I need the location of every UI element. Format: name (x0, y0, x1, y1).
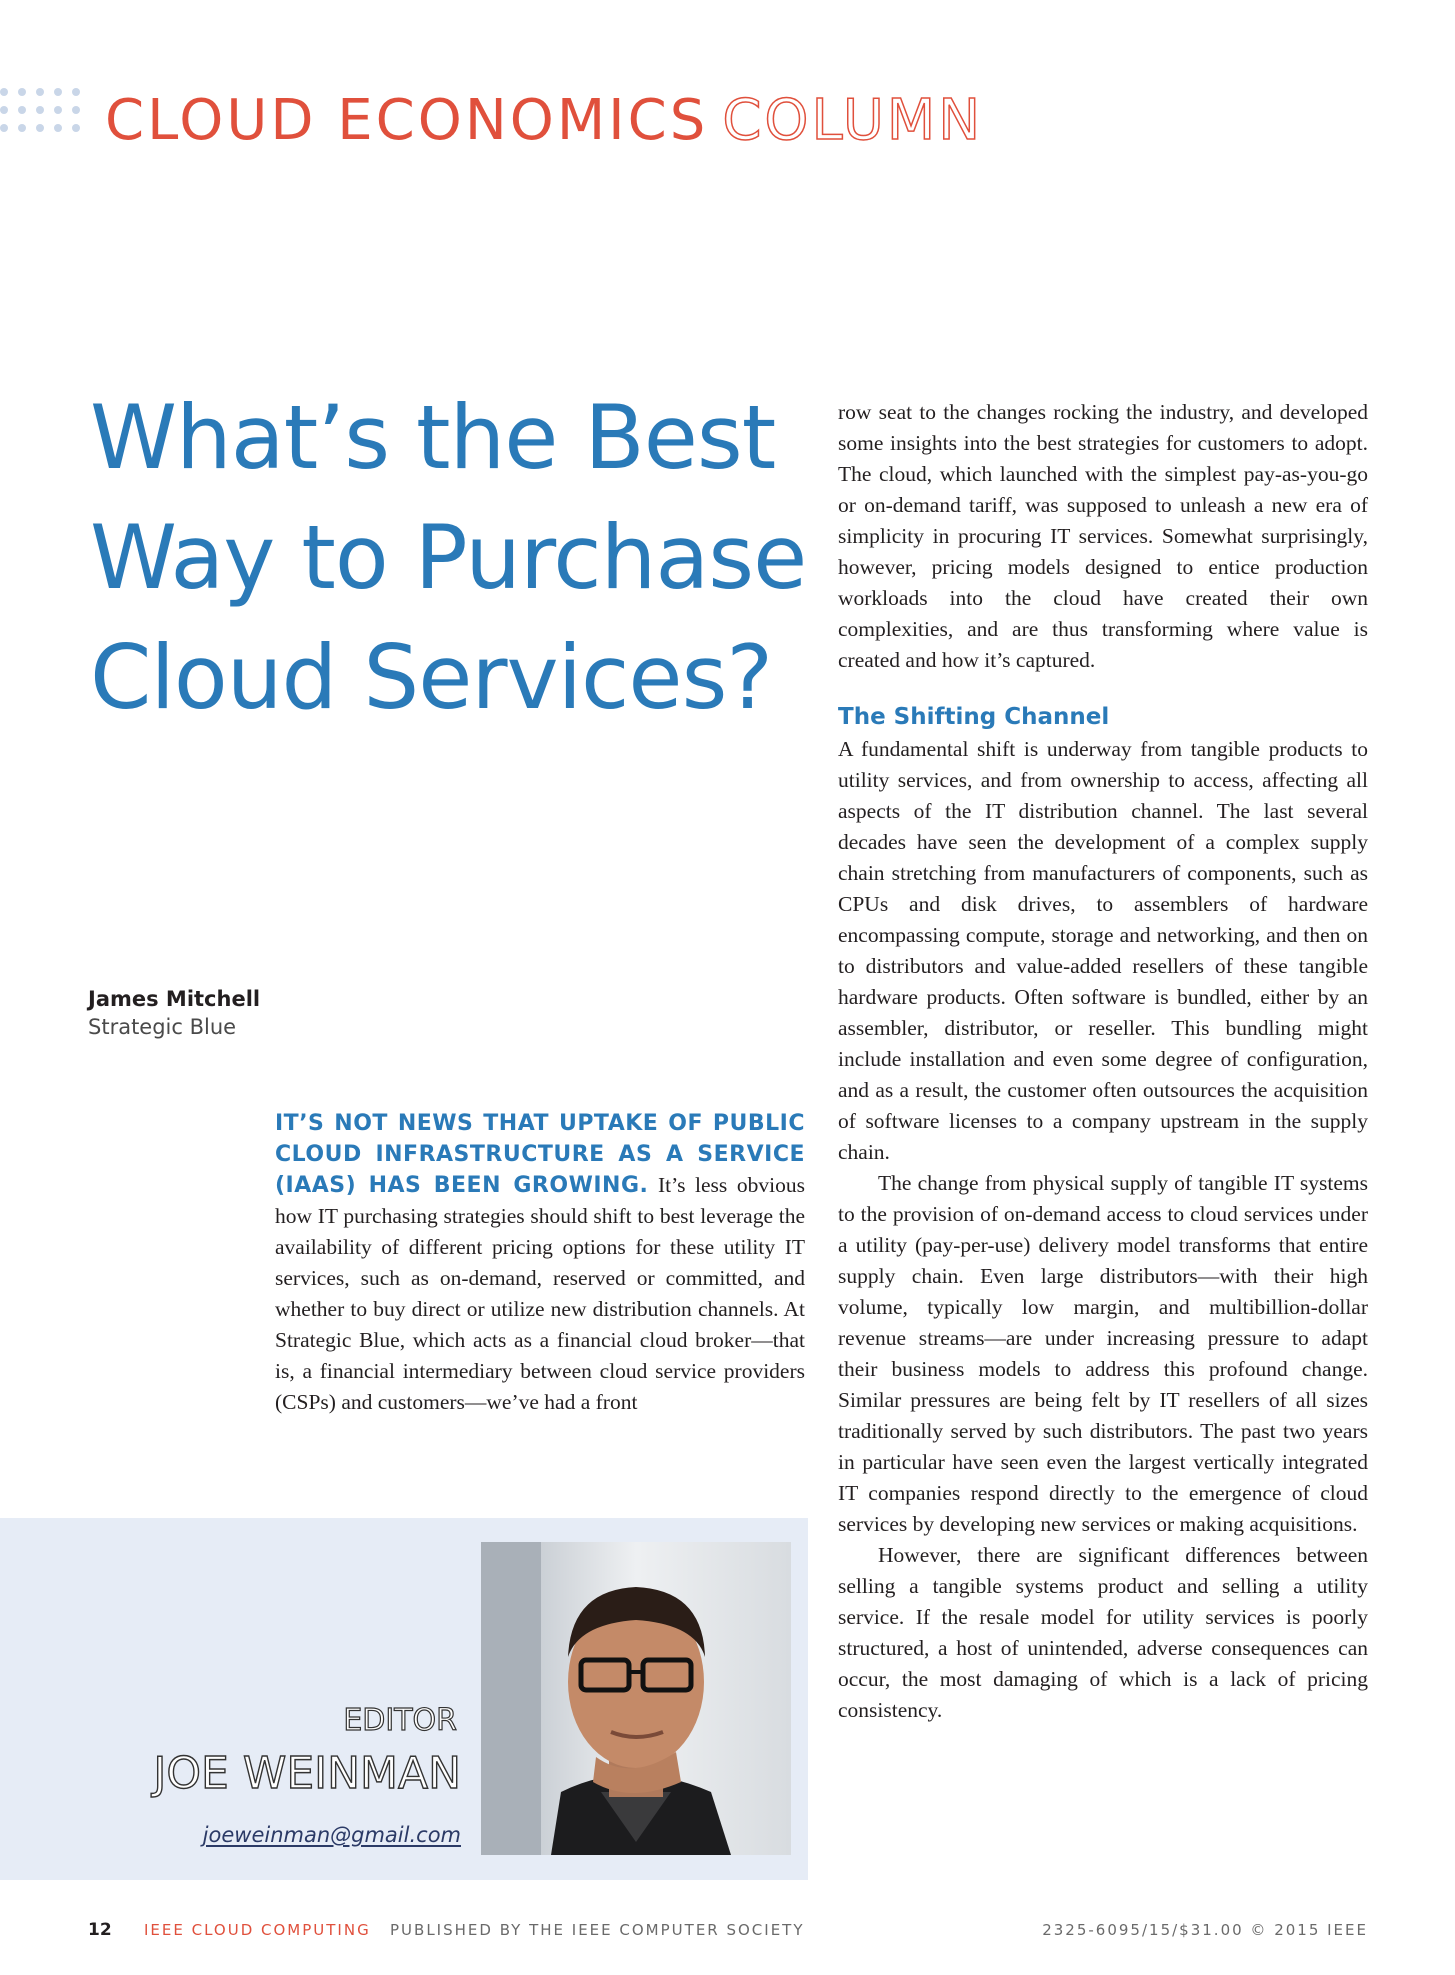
body-paragraph-4: However, there are significant differences between selling a tangible systems product and selling a utility service. If the resale model for utility services is poorly structured, a host of unintended, adverse consequences can occur, the most damaging of which is a lack of pricing consistency. (838, 1543, 1368, 1722)
panel-notch-shape (0, 1505, 808, 1545)
intro-lead: IT’S NOT NEWS THAT UPTAKE OF PUBLIC CLOUD INFRASTRUCTURE AS A SERVICE (IAAS) HAS BEEN GROWING. (275, 1111, 805, 1198)
journal-name: IEEE CLOUD COMPUTING (144, 1921, 371, 1939)
editor-name: JOE WEINMAN (153, 1748, 461, 1799)
decorative-dot-grid (0, 88, 82, 144)
editor-email-link[interactable]: joeweinman@gmail.com (202, 1823, 461, 1847)
author-name: James Mitchell (88, 987, 261, 1011)
intro-paragraph (275, 1108, 805, 1418)
editor-portrait-image (481, 1542, 791, 1855)
section-heading: The Shifting Channel (838, 704, 1110, 730)
intro-column (275, 1108, 805, 1418)
publisher-line: PUBLISHED BY THE IEEE COMPUTER SOCIETY (390, 1921, 805, 1939)
author-affiliation: Strategic Blue (88, 1015, 237, 1039)
right-column (838, 397, 1368, 1726)
page-number: 12 (88, 1920, 112, 1940)
column-header-solid: CLOUD ECONOMICS (105, 88, 709, 153)
body-paragraph-3: The change from physical supply of tangible IT systems to the provision of on-demand access to cloud services under a utility (pay-per-use) delivery model transforms that entire supply chain. Even large distributors—with their high volume, typically low margin, and multibillion-dollar revenue streams—are under increasing pressure to adapt their business models to address this profound change. Similar pressures are being felt by IT resellers of all sizes traditionally served by such distributors. The past two years in particular have seen even the largest vertically integrated IT companies respond directly to the emergence of cloud services by developing new services or making acquisitions. (838, 1171, 1368, 1536)
intro-body: It’s less obvious how IT purchasing strategies should shift to best leverage the availability of different pricing options for these utility IT services, such as on-demand, reserved or committed, and whether to buy direct or utilize new distribution channels. At Strategic Blue, which acts as a financial cloud broker—that is, a financial intermediary between cloud service providers (CSPs) and customers—we’ve had a front (275, 1173, 805, 1414)
body-paragraph-1: row seat to the changes rocking the industry, and developed some insights into the best strategies for customers to adopt. The cloud, which launched with the simplest pay-as-you-go or on-demand tariff, was supposed to unleash a new era of simplicity in procuring IT services. Somewhat surprisingly, however, pricing models designed to entice production workloads into the cloud have created their own complexities, and are thus transforming where value is created and how it’s captured. (838, 400, 1368, 672)
column-header-outline: COLUMN (722, 88, 984, 153)
body-paragraph-2: A fundamental shift is underway from tangible products to utility services, and from ownership to access, affecting all aspects of the IT distribution channel. The last several decades have seen the development of a complex supply chain stretching from manufacturers of components, such as CPUs and disk drives, to assemblers of hardware encompassing compute, storage and networking, and then on to distributors and value-added resellers of these tangible hardware products. Often software is bundled, either by an assembler, distributor, or reseller. This bundling might include installation and even some degree of configuration, and as a result, the customer often outsources the acquisition of software licenses to a company upstream in the supply chain. (838, 737, 1368, 1164)
article-title: What’s the Best Way to Purchase Cloud Services? (90, 386, 807, 729)
page-footer (0, 1920, 1455, 1950)
editor-photo (481, 1542, 791, 1855)
column-header (105, 86, 983, 156)
editor-label: EDITOR (343, 1703, 457, 1738)
copyright-line: 2325-6095/15/$31.00 © 2015 IEEE (1042, 1921, 1368, 1939)
